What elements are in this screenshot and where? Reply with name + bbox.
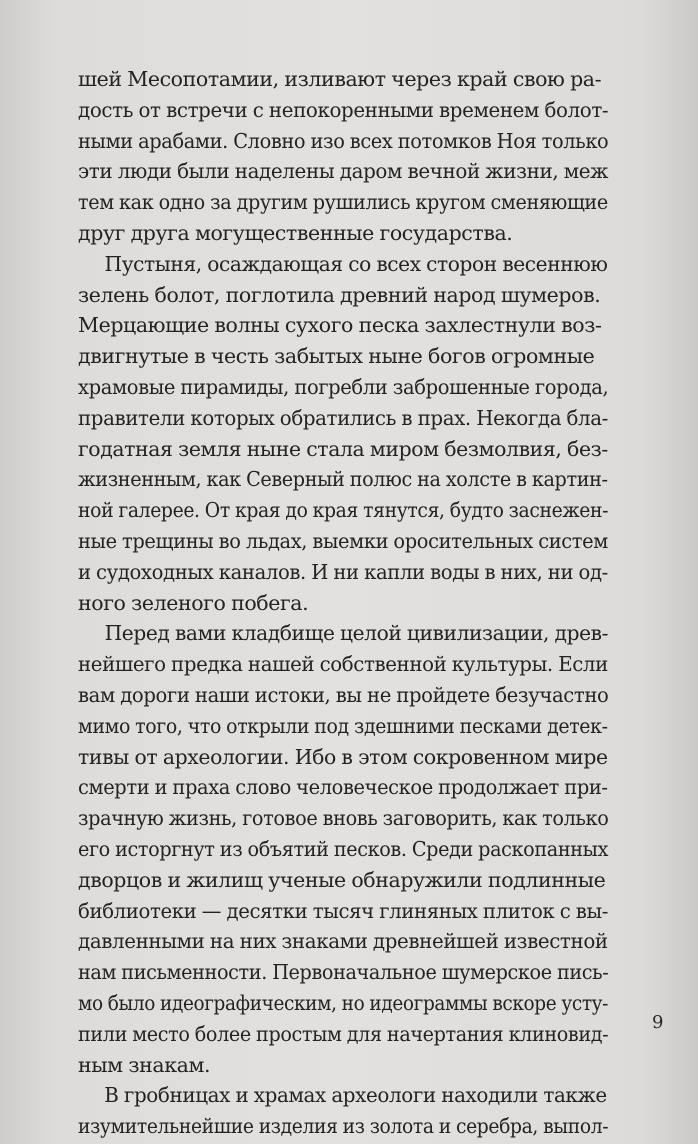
text-line: мимо того, что открыли под здешними песками детек- — [78, 713, 608, 738]
text-line: его исторгнут из объятий песков. Среди раскопанных — [78, 836, 609, 861]
body-text — [78, 64, 608, 1142]
text-line: дворцов и жилищ ученые обнаружили подлинные — [78, 867, 606, 892]
text-line: и судоходных каналов. И ни капли воды в них, ни од- — [78, 559, 608, 584]
text-line: нейшего предка нашей собственной культуры. Если — [78, 652, 608, 677]
text-line: смерти и праха слово человеческое продолжает при- — [78, 775, 608, 800]
text-line: дость от встречи с непокоренными временем болот- — [78, 97, 609, 122]
text-line: храмовые пирамиды, погребли заброшенные города, — [78, 374, 609, 399]
paragraph-start-line: Перед вами кладбище целой цивилизации, древ- — [104, 621, 609, 646]
text-line: ные трещины во льдах, выемки оросительных систем — [78, 528, 608, 553]
text-line: годатная земля ныне стала миром безмолвия, без- — [78, 436, 608, 461]
text-line: шей Месопотамии, изливают через край свою ра- — [78, 67, 602, 91]
text-line: ными арабами. Словно изо всех потомков Ноя только — [78, 128, 609, 153]
text-line: изумительнейшие изделия из золота и серебра, выпол- — [78, 1114, 609, 1139]
paragraph-start-line: Пустыня, осаждающая со всех сторон весеннюю — [104, 251, 608, 276]
text-line: друг друга могущественные государства. — [78, 220, 513, 245]
text-line: Мерцающие волны сухого песка захлестнули воз- — [78, 313, 602, 338]
text-line: жизненным, как Северный полюс на холсте в картин- — [78, 467, 608, 492]
text-line: мо было идеографическим, но идеограммы вскоре усту- — [78, 990, 609, 1015]
paragraph-start-line: В гробницах и храмах археологи находили также — [104, 1083, 607, 1108]
text-line: правители которых обратились в прах. Некогда бла- — [78, 405, 608, 430]
page-number: 9 — [652, 1012, 664, 1033]
text-line: вам дороги наши истоки, вы не пройдете безучастно — [78, 682, 609, 707]
text-line: ным знакам. — [78, 1052, 211, 1077]
text-line: ного зеленого побега. — [78, 590, 309, 615]
text-line: двигнутые в честь забытых ныне богов огромные — [78, 344, 595, 369]
text-line: ной галерее. От края до края тянутся, будто заснежен- — [78, 498, 609, 523]
text-line: нам письменности. Первоначальное шумерское пись- — [78, 960, 609, 985]
text-line: зелень болот, поглотила древний народ шумеров. — [78, 282, 601, 307]
text-line: зрачную жизнь, готовое вновь заговорить, как только — [78, 806, 609, 831]
text-line: тивы от археологии. Ибо в этом сокровенном мире — [78, 744, 608, 769]
text-line: эти люди были наделены даром вечной жизни, меж — [78, 159, 609, 184]
text-line: тем как одно за другим рушились кругом сменяющие — [78, 190, 608, 215]
text-line: давленными на них знаками древнейшей известной — [78, 929, 608, 954]
text-line: библиотеки — десятки тысяч глиняных плиток с вы- — [78, 898, 609, 923]
text-line: пили место более простым для начертания клиновид- — [78, 1021, 609, 1046]
